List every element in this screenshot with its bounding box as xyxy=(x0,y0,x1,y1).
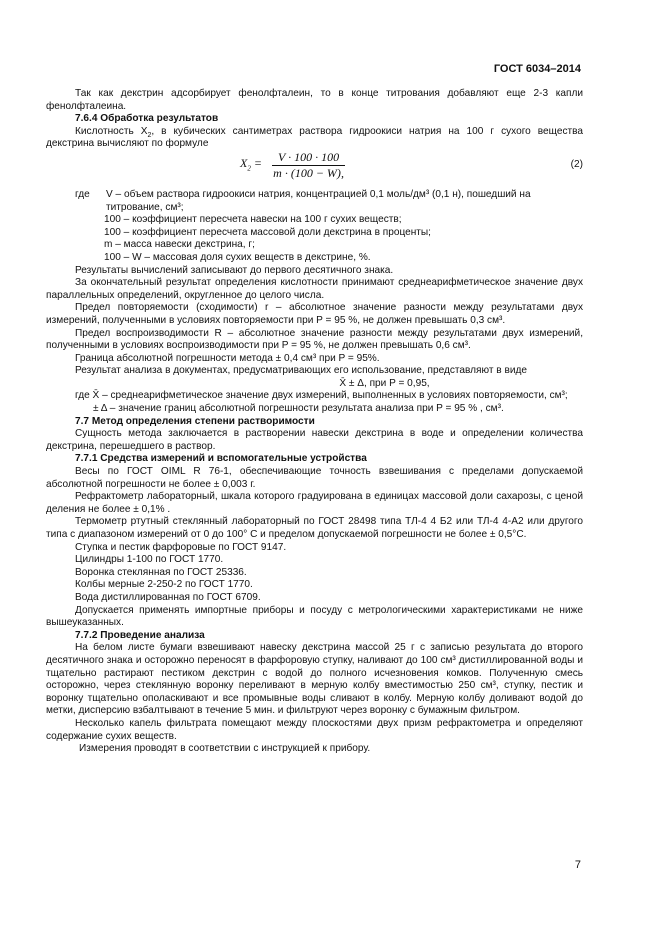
result-formula: X̄ ± Δ, при P = 0,95, xyxy=(339,377,430,389)
paragraph: ± Δ – значение границ абсолютной погрешности результата анализа при P = 95 % , см³. xyxy=(93,403,504,415)
page-number: 7 xyxy=(574,859,581,871)
paragraph: За окончательный результат определения кислотности принимают среднеарифметическое значение двух параллельных определений, округленное до целого числа. xyxy=(46,277,583,301)
section-heading-7-7-2: 7.7.2 Проведение анализа xyxy=(75,629,205,641)
where-item: 100 – W – массовая доля сухих веществ в декстрине, %. xyxy=(104,251,371,263)
paragraph: Термометр ртутный стеклянный лабораторный по ГОСТ 28498 типа ТЛ-4 4 Б2 или ТЛ-4 4-А2 или другого типа с диапазоном измерений от 0 до 100° С и пределом допускаемой погрешности не более ± 0,5°С. xyxy=(46,516,583,540)
formula-number: (2) xyxy=(570,158,583,170)
paragraph: Предел повторяемости (сходимости) r – абсолютное значение разности между результатами двух измерений, полученными в условиях повторяемости при P = 95 %, не должен превышать 0,3 см³. xyxy=(46,302,583,326)
paragraph: Ступка и пестик фарфоровые по ГОСТ 9147. xyxy=(75,541,287,553)
formula-denominator: m · (100 − W), xyxy=(273,165,344,180)
paragraph: Вода дистиллированная по ГОСТ 6709. xyxy=(75,591,261,603)
section-heading-7-7: 7.7 Метод определения степени растворимости xyxy=(75,415,315,427)
section-heading-7-6-4: 7.6.4 Обработка результатов xyxy=(75,113,219,125)
where-item: m – масса навески декстрина, г; xyxy=(104,239,255,251)
where-item: 100 – коэффициент пересчета массовой доли декстрина в проценты; xyxy=(104,226,431,238)
paragraph: Рефрактометр лабораторный, шкала которого градуирована в единицах массовой доли сахарозы, с ценой деления не более ± 0,1% . xyxy=(46,491,583,515)
paragraph: Допускается применять импортные приборы и посуду с метрологическими характеристиками не ниже вышеуказанных. xyxy=(46,604,583,629)
paragraph: Несколько капель фильтрата помещают между плоскостями двух призм рефрактометра и определяют содержание сухих веществ. xyxy=(46,717,583,742)
document-body xyxy=(46,88,583,756)
where-label: где xyxy=(75,188,90,200)
document-header: ГОСТ 6034–2014 xyxy=(493,63,581,75)
paragraph: Воронка стеклянная по ГОСТ 25336. xyxy=(75,566,247,578)
paragraph: Так как декстрин адсорбирует фенолфталеин, то в конце титрования добавляют еще 2-3 капли фенолфталеина. xyxy=(46,88,583,112)
paragraph: На белом листе бумаги взвешивают навеску декстрина массой 25 г с записью результата до второго десятичного знака и осторожно переносят в фарфоровую ступку, наливают до 100 см³ дистиллированной воды и тщательно растирают пестиком декстрин с водой до полного исчезновения комков. Полученную смесь осторожно, через стеклянную воронку переливают в мерную колбу вместимостью 250 см³, ступку, пестик и воронку тщательно ополаскивают и все промывные воды сливают в колбу. Мерную колбу доливают водой до метки, дисперсию взбалтывают в течение 5 мин. и фильтруют через воронку с бумажным фильтром. xyxy=(46,642,583,717)
paragraph: Цилиндры 1-100 по ГОСТ 1770. xyxy=(75,554,224,566)
paragraph: Граница абсолютной погрешности метода ± 0,4 см³ при P = 95%. xyxy=(75,352,380,364)
paragraph: где X̄ – среднеарифметическое значение двух измерений, выполненных в условиях повторяемости, см³; xyxy=(75,390,568,402)
paragraph: Колбы мерные 2-250-2 по ГОСТ 1770. xyxy=(75,579,253,591)
paragraph: Результаты вычислений записывают до первого десятичного знака. xyxy=(75,264,394,276)
where-block xyxy=(46,189,583,214)
paragraph: Весы по ГОСТ OIML R 76-1, обеспечивающие точность взвешивания с пределами допускаемой абсолютной погрешности не более ± 0,003 г. xyxy=(46,466,583,490)
paragraph: Результат анализа в документах, предусматривающих его использование, представляют в виде xyxy=(75,365,527,377)
formula-numerator: V · 100 · 100 xyxy=(272,151,345,166)
formula-2 xyxy=(46,151,583,189)
formula-lhs: $X_2$ = xyxy=(240,155,262,173)
paragraph: Кислотность $X_2$, в кубических сантиметрах раствора гидроокиси натрия на 100 г сухого вещества декстрина вычисляют по формуле xyxy=(46,125,583,150)
formula-fraction xyxy=(272,151,345,179)
where-item: 100 – коэффициент пересчета навески на 100 г сухих веществ; xyxy=(104,214,402,226)
paragraph: Предел воспроизводимости R – абсолютное значение разности между результатами двух измерений, полученными в условиях воспроизводимости при P = 95 %, не должен превышать 0,6 см³. xyxy=(46,327,583,352)
where-item-v: V – объем раствора гидроокиси натрия, концентрацией 0,1 моль/дм³ (0,1 н), пошедший на титрование, см³; xyxy=(106,188,531,213)
paragraph: Измерения проводят в соответствии с инструкцией к прибору. xyxy=(79,743,371,755)
section-heading-7-7-1: 7.7.1 Средства измерений и вспомогательные устройства xyxy=(75,453,367,465)
paragraph: Сущность метода заключается в растворении навески декстрина в воде и определении количества декстрина, перешедшего в раствор. xyxy=(46,428,583,452)
